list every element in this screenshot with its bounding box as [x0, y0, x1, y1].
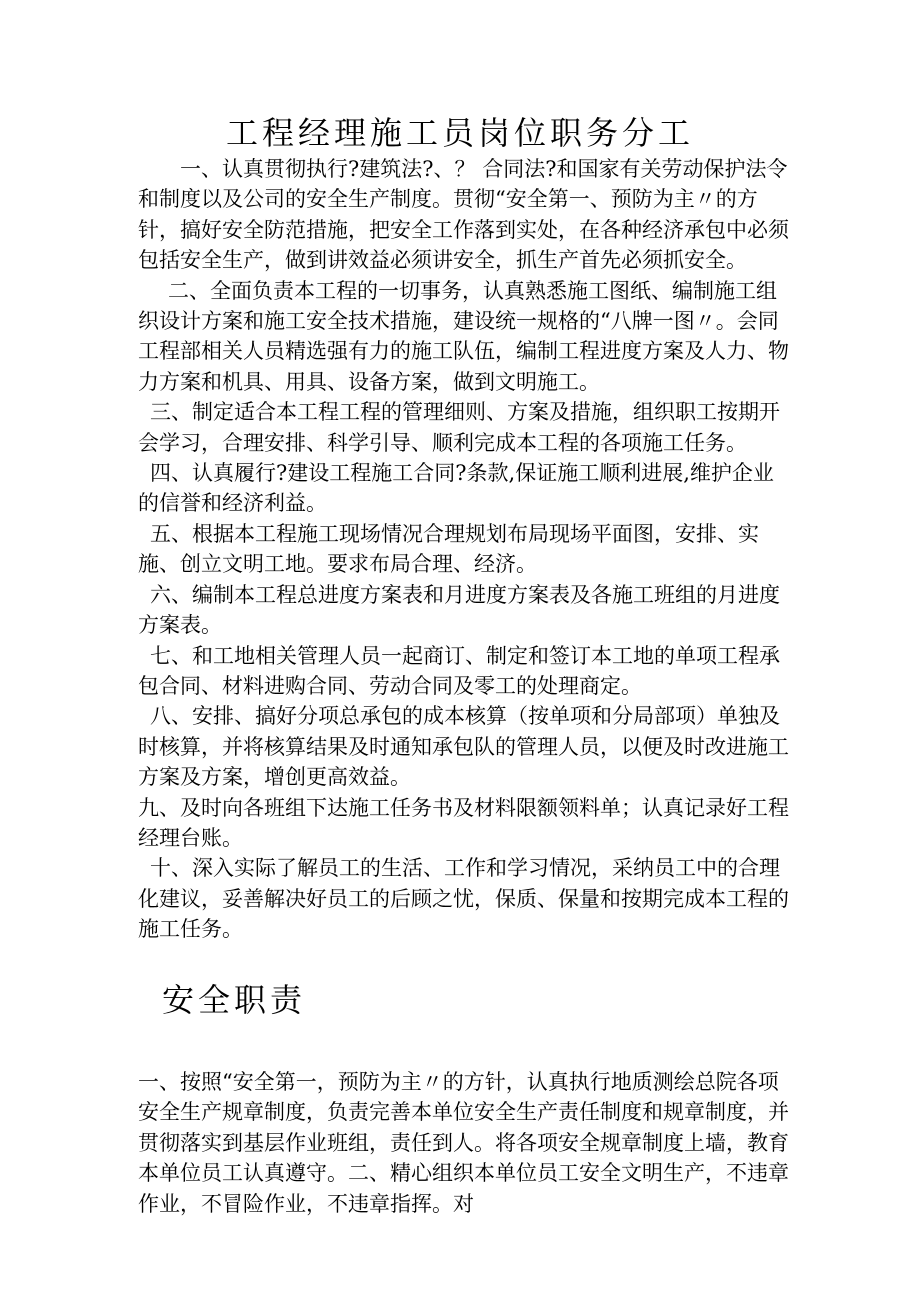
duty-paragraph-5: 五、根据本工程施工现场情况合理规划布局现场平面图，安排、实施、创立文明工地。要求布局合理、经济。	[138, 521, 759, 577]
duty-paragraph-4: 四、认真履行?建设工程施工合同?条款,保证施工顺利进展,维护企业的信誉和经济利益。	[138, 461, 774, 516]
duty-paragraph-2: 二、全面负责本工程的一切事务，认真熟悉施工图纸、编制施工组织设计方案和施工安全技术措施，建设统一规格的“八牌一图〃。会同工程部相关人员精选强有力的施工队伍，编制工程进度方案及人力、物力方案和机具、用具、设备方案，做到文明施工。	[138, 278, 789, 394]
safety-duties	[138, 1067, 790, 1219]
duty-paragraph-8: 八、安排、搞好分项总承包的成本核算（按单项和分局部项）单独及时核算，并将核算结果及时通知承包队的管理人员，以便及时改进施工方案及方案，增创更高效益。	[138, 704, 789, 790]
duty-list	[138, 154, 790, 945]
duty-paragraph-6: 六、编制本工程总进度方案表和月进度方案表及各施工班组的月进度方案表。	[138, 582, 780, 638]
duty-paragraph-3: 三、制定适合本工程工程的管理细则、方案及措施，组织职工按期开会学习，合理安排、科学引导、顺利完成本工程的各项施工任务。	[138, 400, 780, 455]
document-title: 工程经理施工员岗位职务分工	[225, 114, 694, 152]
duty-paragraph-7: 七、和工地相关管理人员一起商订、制定和签订本工地的单项工程承包合同、材料进购合同、劳动合同及零工的处理商定。	[138, 643, 780, 698]
section-heading-safety: 安全职责	[162, 981, 307, 1019]
duty-paragraph-10: 十、深入实际了解员工的生活、工作和学习情况，采纳员工中的合理化建议，妥善解决好员工的后顾之忧，保质、保量和按期完成本工程的施工任务。	[138, 856, 789, 942]
duty-paragraph-1: 一、认真贯彻执行?建筑法?、？ 合同法?和国家有关劳动保护法令和制度以及公司的安全生产制度。贯彻“安全第一、预防为主〃的方针，搞好安全防范措施，把安全工作落到实处，在各种经济承包中必须包括安全生产，做到讲效益必须讲安全，抓生产首先必须抓安全。	[138, 157, 789, 273]
duty-paragraph-9: 九、及时向各班组下达施工任务书及材料限额领料单；认真记录好工程经理台账。	[138, 795, 789, 850]
safety-paragraph: 一、按照“安全第一，预防为主〃的方针，认真执行地质测绘总院各项安全生产规章制度，负责完善本单位安全生产责任制度和规章制度，并贯彻落实到基层作业班组，责任到人。将各项安全规章制度上墙，教育本单位员工认真遵守。二、精心组织本单位员工安全文明生产，不违章作业，不冒险作业，不违章指挥。对	[138, 1070, 789, 1216]
